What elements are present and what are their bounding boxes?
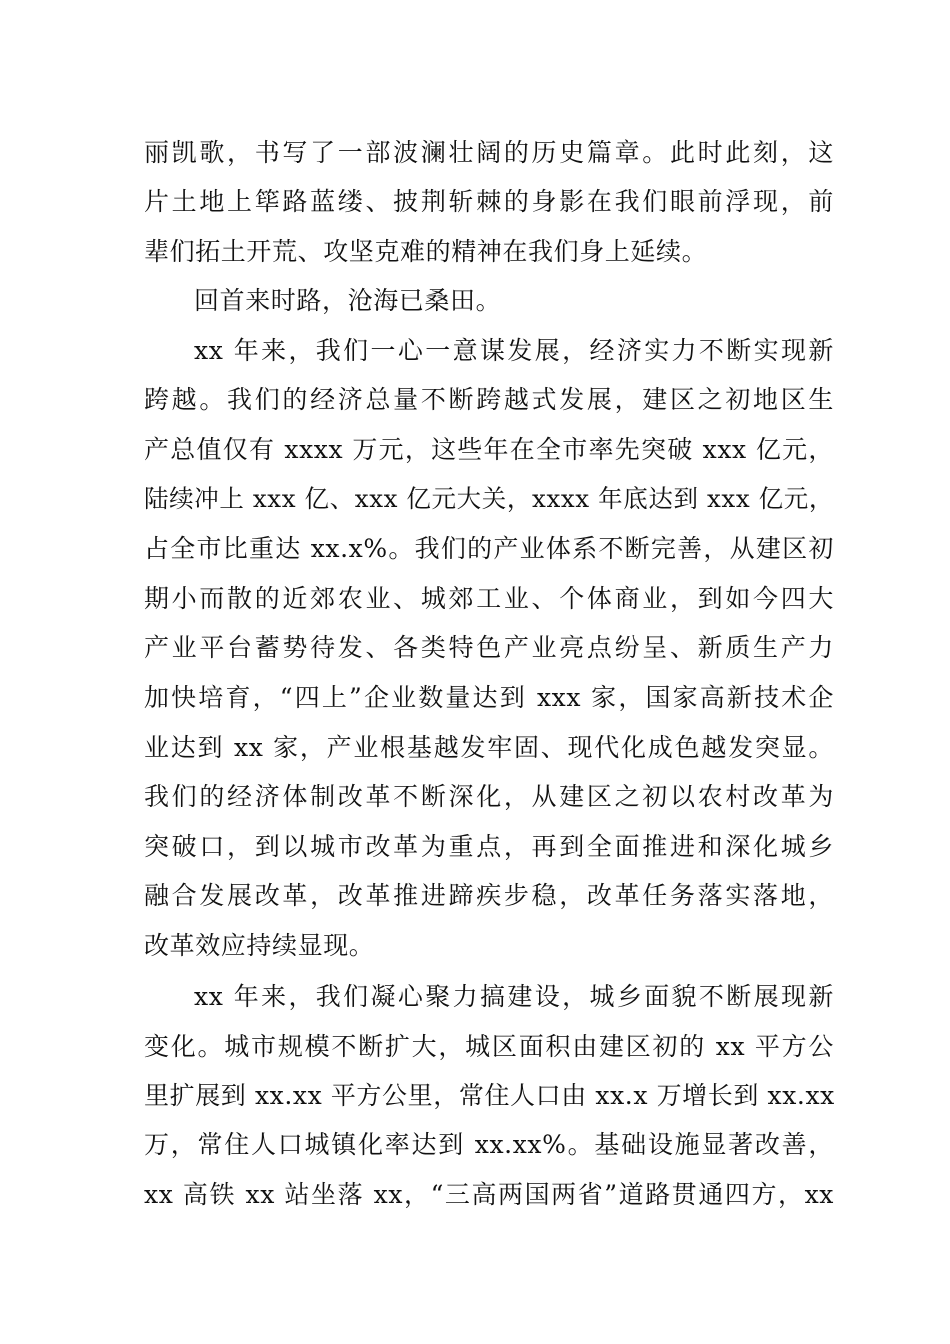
text-line: 改革效应持续显现。 [144, 931, 375, 960]
text-line: 跨越。我们的经济总量不断跨越式发展，建区之初地区生 [144, 385, 834, 414]
text-line: 里扩展到 xx.xx 平方公里，常住人口由 xx.x 万增长到 xx.xx [144, 1081, 835, 1110]
text-line: 产总值仅有 xxxx 万元，这些年在全市率先突破 xxx 亿元， [144, 435, 834, 464]
text-line: 加快培育，“四上”企业数量达到 xxx 家，国家高新技术企 [144, 683, 834, 712]
text-line: 丽凯歌，书写了一部波澜壮阔的历史篇章。此时此刻，这 [144, 138, 834, 167]
text-line: 占全市比重达 xx.x%。我们的产业体系不断完善，从建区初 [144, 534, 834, 563]
text-line: xx 高铁 xx 站坐落 xx，“三高两国两省”道路贯通四方，xx [144, 1180, 834, 1209]
text-line: 陆续冲上 xxx 亿、xxx 亿元大关，xxxx 年底达到 xxx 亿元， [144, 484, 834, 513]
text-line: 产业平台蓄势待发、各类特色产业亮点纷呈、新质生产力 [144, 633, 834, 662]
text-line: 回首来时路，沧海已桑田。 [194, 286, 502, 315]
text-line: 融合发展改革，改革推进蹄疾步稳，改革任务落实落地， [144, 881, 834, 910]
text-line: 片土地上筚路蓝缕、披荆斩棘的身影在我们眼前浮现，前 [144, 187, 834, 216]
text-line: xx 年来，我们凝心聚力搞建设，城乡面貌不断展现新 [194, 982, 834, 1011]
text-line: xx 年来，我们一心一意谋发展，经济实力不断实现新 [194, 336, 834, 365]
text-line: 变化。城市规模不断扩大，城区面积由建区初的 xx 平方公 [144, 1032, 834, 1061]
text-line: 突破口，到以城市改革为重点，再到全面推进和深化城乡 [144, 832, 834, 861]
text-line: 辈们拓土开荒、攻坚克难的精神在我们身上延续。 [144, 237, 708, 266]
text-line: 业达到 xx 家，产业根基越发牢固、现代化成色越发突显。 [144, 733, 834, 762]
text-line: 万，常住人口城镇化率达到 xx.xx%。基础设施显著改善， [144, 1130, 834, 1159]
text-line: 我们的经济体制改革不断深化，从建区之初以农村改革为 [144, 782, 834, 811]
text-line: 期小而散的近郊农业、城郊工业、个体商业，到如今四大 [144, 584, 834, 613]
